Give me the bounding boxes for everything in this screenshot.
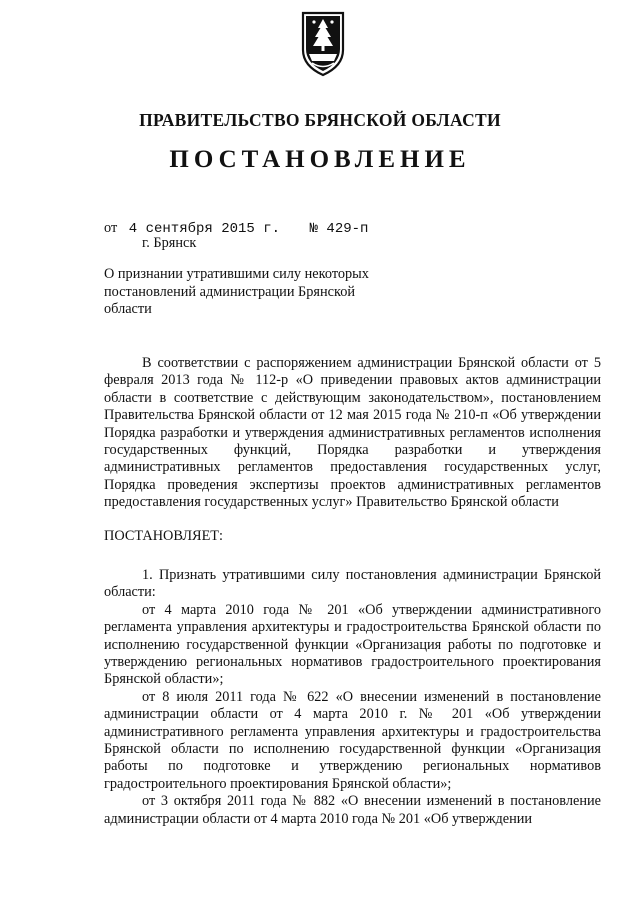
act-2-paragraph: от 8 июля 2011 года № 622 «О внесении изменений в постановление администрации области от 4 марта 2010 г. № 201 «Об утверждении административного регламента управления архитектуры и градостроительства Брянской области по исполнению государственной функции «Организация работы по подготовке и утверждению региональных нормативов градостроительного проектирования Брянской области»;	[104, 688, 601, 792]
document-date: 4 сентября 2015 г.	[128, 221, 281, 237]
act-1-paragraph: от 4 марта 2010 года № 201 «Об утверждении административного регламента управления архитектуры и градостроительства Брянской области по исполнению государственной функции «Организация работы по подготовке и утверждению региональных нормативов градостроительного проектирования Брянской области»;	[104, 601, 601, 688]
document-number: № 429-п	[309, 221, 369, 237]
date-prefix: от	[104, 220, 118, 236]
preamble-text: В соответствии с распоряжением администрации Брянской области от 5 февраля 2013 года № 112-р «О приведении правовых актов администрации области в соответствие с действующим законодательством», постановлением Правительства Брянской области от 12 мая 2015 года № 210-п «Об утверждении Порядка разработки и утверждения административных регламентов исполнения государственных функций, Порядка разработки и утверждения административных регламентов предоставления государственных услуг, Порядка проведения экспертизы проектов административных регламентов предоставления государственных услуг» Правительство Брянской области	[104, 355, 601, 511]
resolves-heading: ПОСТАНОВЛЯЕТ:	[104, 528, 224, 544]
resolution-items	[104, 567, 601, 828]
subject-line: области	[104, 301, 152, 317]
subject-line: постановлений администрации Брянской	[104, 283, 355, 300]
document-subject	[104, 266, 394, 319]
item-1-paragraph: 1. Признать утратившими силу постановления администрации Брянской области:	[104, 567, 601, 601]
document-type-title: ПОСТАНОВЛЕНИЕ	[169, 146, 471, 173]
coat-of-arms-emblem	[300, 10, 346, 78]
subject-line: О признании утратившими силу некоторых	[104, 266, 369, 282]
preamble-paragraph	[104, 355, 601, 512]
document-city: г. Брянск	[142, 235, 197, 251]
organization-title: ПРАВИТЕЛЬСТВО БРЯНСКОЙ ОБЛАСТИ	[139, 110, 501, 130]
act-3-paragraph: от 3 октября 2011 года № 882 «О внесении изменений в постановление администрации области от 4 марта 2010 года № 201 «Об утверждении	[104, 793, 601, 827]
